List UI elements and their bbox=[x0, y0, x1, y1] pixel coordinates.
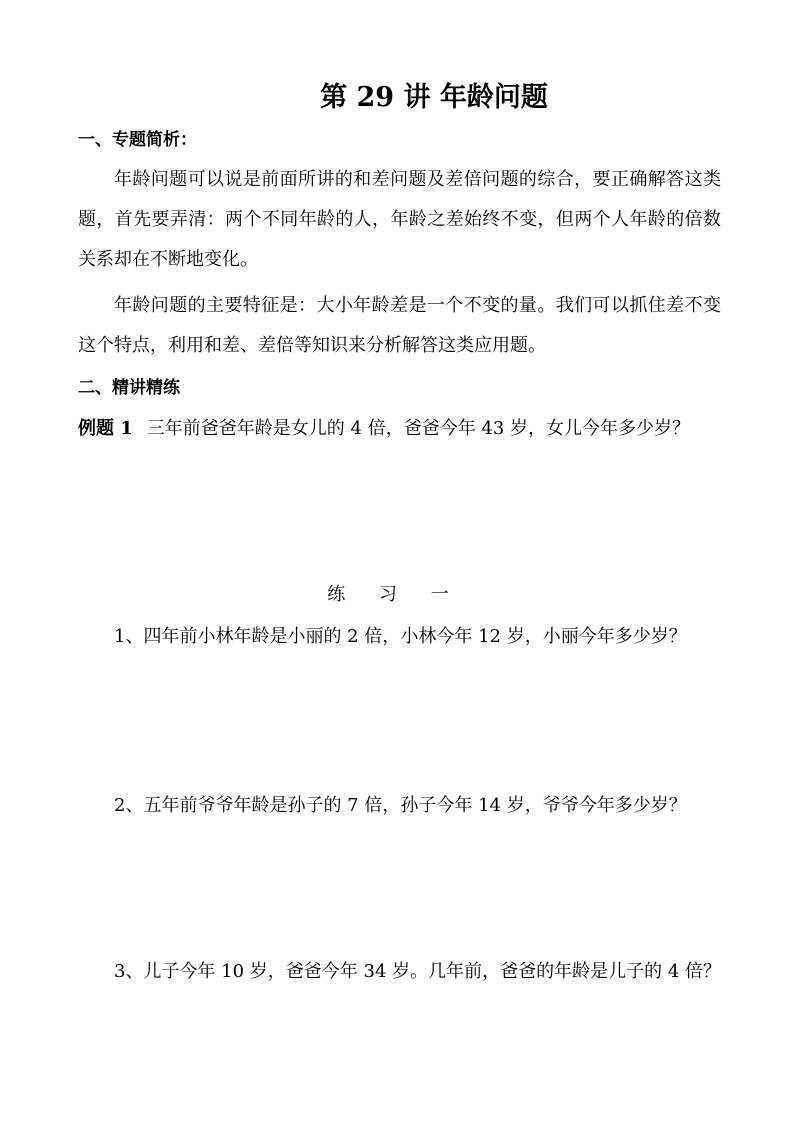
analysis-paragraph-1: 年龄问题可以说是前面所讲的和差问题及差倍问题的综合，要正确解答这类题，首先要弄清：两个不同年龄的人，年龄之差始终不变，但两个人年龄的倍数关系却在不断地变化。 bbox=[78, 169, 721, 270]
section-heading-analysis: 一、专题简析： bbox=[78, 130, 197, 150]
section-heading-lecture: 二、精讲精练 bbox=[78, 378, 180, 398]
example-text: 三年前爸爸年龄是女儿的 4 倍，爸爸今年 43 岁，女儿今年多少岁？ bbox=[146, 418, 691, 439]
practice-problem-2: 2、五年前爷爷年龄是孙子的 7 倍，孙子今年 14 岁，爷爷今年多少岁？ bbox=[114, 795, 687, 816]
practice-problem-1: 1、四年前小林年龄是小丽的 2 倍，小林今年 12 岁，小丽今年多少岁？ bbox=[114, 626, 687, 647]
practice-title: 练 习 一 bbox=[327, 584, 463, 605]
page-title: 第 29 讲 年龄问题 bbox=[320, 82, 548, 113]
example-1 bbox=[78, 414, 690, 444]
practice-problem-3: 3、儿子今年 10 岁，爸爸今年 34 岁。几年前，爸爸的年龄是儿子的 4 倍？ bbox=[114, 961, 722, 982]
example-label: 例题 1 bbox=[78, 418, 133, 439]
analysis-paragraph-2: 年龄问题的主要特征是：大小年龄差是一个不变的量。我们可以抓住差不变这个特点，利用和差、差倍等知识来分析解答这类应用题。 bbox=[78, 295, 721, 356]
